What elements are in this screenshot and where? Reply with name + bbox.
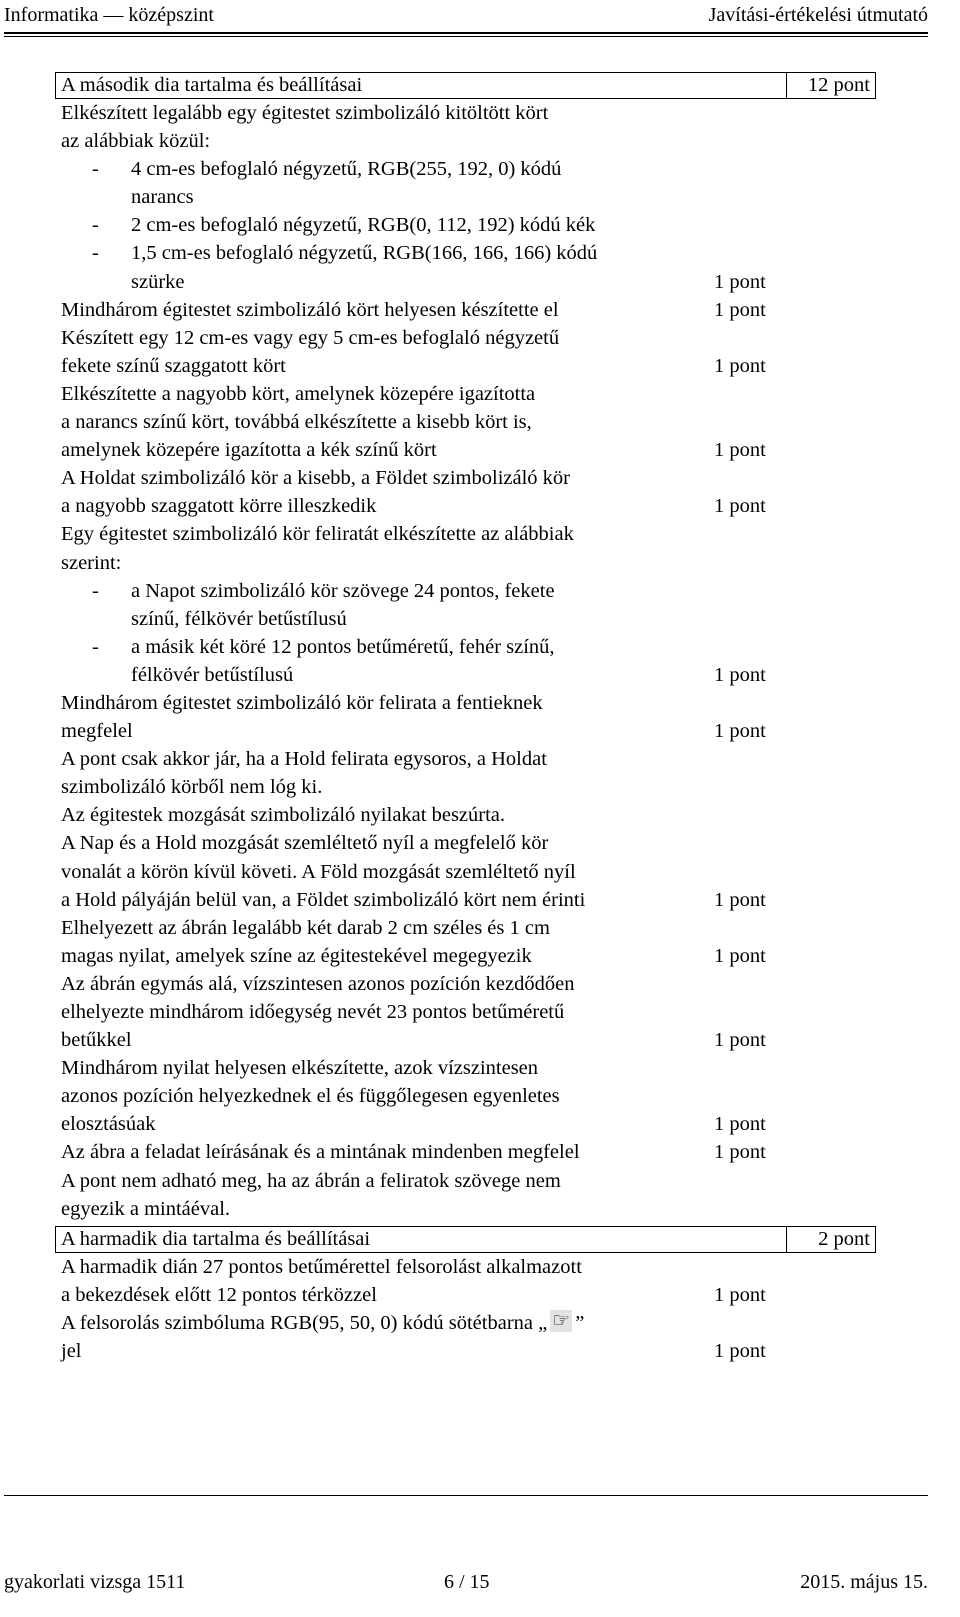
score: 1 pont bbox=[714, 1340, 766, 1363]
criteria-item bbox=[55, 633, 876, 689]
criteria-line: elhelyezte mindhárom időegység nevét 23 pontos betűméretű bbox=[61, 1001, 565, 1023]
criteria-line: Elkészített legalább egy égitestet szimbolizáló kitöltött kört bbox=[61, 102, 549, 124]
criteria-line: a nagyobb szaggatott körre illeszkedik bbox=[61, 495, 377, 518]
header-left: Informatika — középszint bbox=[4, 4, 214, 26]
criteria-item bbox=[55, 520, 876, 576]
bullet-dash: - bbox=[92, 635, 99, 658]
criteria-line: Egy égitestet szimbolizáló kör feliratát elkészítette az alábbiak bbox=[61, 523, 574, 546]
section-header bbox=[55, 1226, 876, 1253]
criteria-line: - 4 cm-es befoglaló négyzetű, RGB(255, 192, 0) kódú bbox=[55, 155, 876, 183]
criteria-line: azonos pozíción helyezkednek el és függőlegesen egyenletes bbox=[61, 1085, 560, 1108]
criteria-line: Az égitestek mozgását szimbolizáló nyilakat beszúrta. bbox=[61, 804, 506, 827]
section-header bbox=[55, 72, 876, 99]
criteria-line: Az ábrán egymás alá, vízszintesen azonos pozíción kezdődően bbox=[61, 972, 575, 995]
criteria-line: szimbolizáló körből nem lóg ki. bbox=[61, 776, 323, 799]
criteria-list bbox=[55, 1253, 876, 1365]
page-number: 6 / 15 bbox=[444, 1571, 490, 1593]
score: 1 pont bbox=[714, 1284, 766, 1307]
criteria-item bbox=[55, 1167, 876, 1223]
bullet-dash: - bbox=[92, 242, 99, 265]
criteria-item bbox=[55, 1054, 876, 1138]
criteria-line: Mindhárom égitestet szimbolizáló kört helyesen készítette el bbox=[61, 298, 559, 321]
header-right: Javítási-értékelési útmutató bbox=[708, 4, 928, 26]
header-rule-thin bbox=[4, 36, 928, 37]
criteria-line: amelynek közepére igazította a kék színű kört bbox=[61, 439, 437, 462]
criteria-line: megfelel bbox=[61, 720, 133, 743]
criteria-item bbox=[55, 1309, 876, 1365]
criteria-item bbox=[55, 1253, 876, 1309]
criteria-line: Elhelyezett az ábrán legalább két darab 2 cm széles és 1 cm bbox=[61, 916, 550, 939]
criteria-line: szerint: bbox=[61, 551, 122, 574]
criteria-line: elosztásúak bbox=[61, 1113, 156, 1136]
criteria-line: - a másik két köré 12 pontos betűméretű, fehér színű, bbox=[55, 633, 876, 661]
criteria-item bbox=[55, 99, 876, 155]
section-title: A második dia tartalma és beállításai bbox=[61, 74, 363, 96]
section-second-slide bbox=[55, 72, 876, 1223]
score: 1 pont bbox=[714, 663, 766, 686]
criteria-line: Az ábra a feladat leírásának és a mintának mindenben megfelel bbox=[61, 1141, 580, 1164]
criteria-item bbox=[55, 1138, 876, 1166]
criteria-item bbox=[55, 914, 876, 970]
criteria-line: A Nap és a Hold mozgását szemléltető nyíl a megfelelő kör bbox=[61, 832, 549, 855]
criteria-line: A pont nem adható meg, ha az ábrán a feliratok szövege nem bbox=[61, 1169, 561, 1192]
score: 1 pont bbox=[714, 354, 766, 377]
criteria-item bbox=[55, 211, 876, 239]
criteria-line: A Holdat szimbolizáló kör a kisebb, a Földet szimbolizáló kör bbox=[61, 467, 570, 490]
score: 1 pont bbox=[714, 888, 766, 911]
criteria-line: magas nyilat, amelyek színe az égitestekével megegyezik bbox=[61, 944, 532, 967]
criteria-line: - a Napot szimbolizáló kör szövege 24 pontos, fekete bbox=[55, 577, 876, 605]
score: 1 pont bbox=[714, 720, 766, 743]
criteria-line: a bekezdések előtt 12 pontos térközzel bbox=[61, 1284, 377, 1307]
criteria-line: A harmadik dián 27 pontos betűmérettel felsorolást alkalmazott bbox=[61, 1256, 582, 1278]
score: 1 pont bbox=[714, 495, 766, 518]
footer-rule bbox=[4, 1495, 928, 1496]
criteria-line: a Hold pályáján belül van, a Földet szimbolizáló kört nem érinti bbox=[61, 888, 586, 911]
criteria-line: - 1,5 cm-es befoglaló négyzetű, RGB(166, 166, 166) kódú bbox=[55, 239, 876, 267]
criteria-item bbox=[55, 745, 876, 801]
criteria-item bbox=[55, 577, 876, 633]
criteria-item bbox=[55, 801, 876, 913]
score: 1 pont bbox=[714, 944, 766, 967]
criteria-item bbox=[55, 380, 876, 464]
section-points: 2 pont bbox=[818, 1228, 870, 1250]
footer-left: gyakorlati vizsga 1511 bbox=[4, 1571, 186, 1593]
criteria-line: félkövér betűstílusú bbox=[131, 663, 294, 686]
criteria-line: fekete színű szaggatott kört bbox=[61, 354, 286, 377]
criteria-line: Mindhárom nyilat helyesen elkészítette, azok vízszintesen bbox=[61, 1057, 539, 1080]
header-rule bbox=[4, 32, 928, 34]
criteria-line: színű, félkövér betűstílusú bbox=[131, 607, 347, 630]
bullet-dash: - bbox=[92, 214, 99, 237]
score: 1 pont bbox=[714, 270, 766, 293]
criteria-line: szürke bbox=[131, 270, 185, 293]
criteria-line: Készített egy 12 cm-es vagy egy 5 cm-es befoglaló négyzetű bbox=[61, 326, 560, 349]
section-third-slide bbox=[55, 1226, 876, 1365]
score: 1 pont bbox=[714, 1113, 766, 1136]
criteria-line: egyezik a mintáéval. bbox=[61, 1197, 231, 1220]
criteria-item bbox=[55, 155, 876, 211]
section-points: 12 pont bbox=[807, 74, 870, 96]
criteria-item bbox=[55, 324, 876, 380]
criteria-line: vonalát a körön kívül követi. A Föld mozgását szemléltető nyíl bbox=[61, 860, 576, 883]
score: 1 pont bbox=[714, 1029, 766, 1052]
criteria-line: A pont csak akkor jár, ha a Hold felirata egysoros, a Holdat bbox=[61, 748, 547, 771]
score: 1 pont bbox=[714, 439, 766, 462]
criteria-line: betűkkel bbox=[61, 1029, 132, 1052]
criteria-list bbox=[55, 99, 876, 1223]
page-header bbox=[4, 2, 928, 28]
criteria-line: Mindhárom égitestet szimbolizáló kör felirata a fentieknek bbox=[61, 691, 543, 714]
criteria-line: Elkészítette a nagyobb kört, amelynek közepére igazította bbox=[61, 382, 536, 405]
bullet-dash: - bbox=[92, 158, 99, 181]
criteria-line: - 2 cm-es befoglaló négyzetű, RGB(0, 112, 192) kódú kék bbox=[55, 211, 876, 239]
criteria-line: narancs bbox=[131, 186, 194, 209]
criteria-line: A felsorolás szimbóluma RGB(95, 50, 0) kódú sötétbarna „☞ ” bbox=[55, 1309, 876, 1337]
criteria-line: az alábbiak közül: bbox=[61, 130, 211, 153]
score: 1 pont bbox=[714, 298, 766, 321]
pointing-hand-icon bbox=[550, 1310, 572, 1332]
section-title: A harmadik dia tartalma és beállításai bbox=[61, 1228, 371, 1250]
criteria-item bbox=[55, 464, 876, 520]
footer-date: 2015. május 15. bbox=[800, 1571, 928, 1593]
bullet-dash: - bbox=[92, 579, 99, 602]
criteria-item bbox=[55, 239, 876, 295]
page-footer bbox=[4, 1569, 928, 1595]
criteria-item bbox=[55, 296, 876, 324]
criteria-line: jel bbox=[61, 1340, 82, 1363]
score: 1 pont bbox=[714, 1141, 766, 1164]
criteria-item bbox=[55, 689, 876, 745]
criteria-item bbox=[55, 970, 876, 1054]
criteria-line: a narancs színű kört, továbbá elkészítette a kisebb kört is, bbox=[61, 411, 532, 434]
